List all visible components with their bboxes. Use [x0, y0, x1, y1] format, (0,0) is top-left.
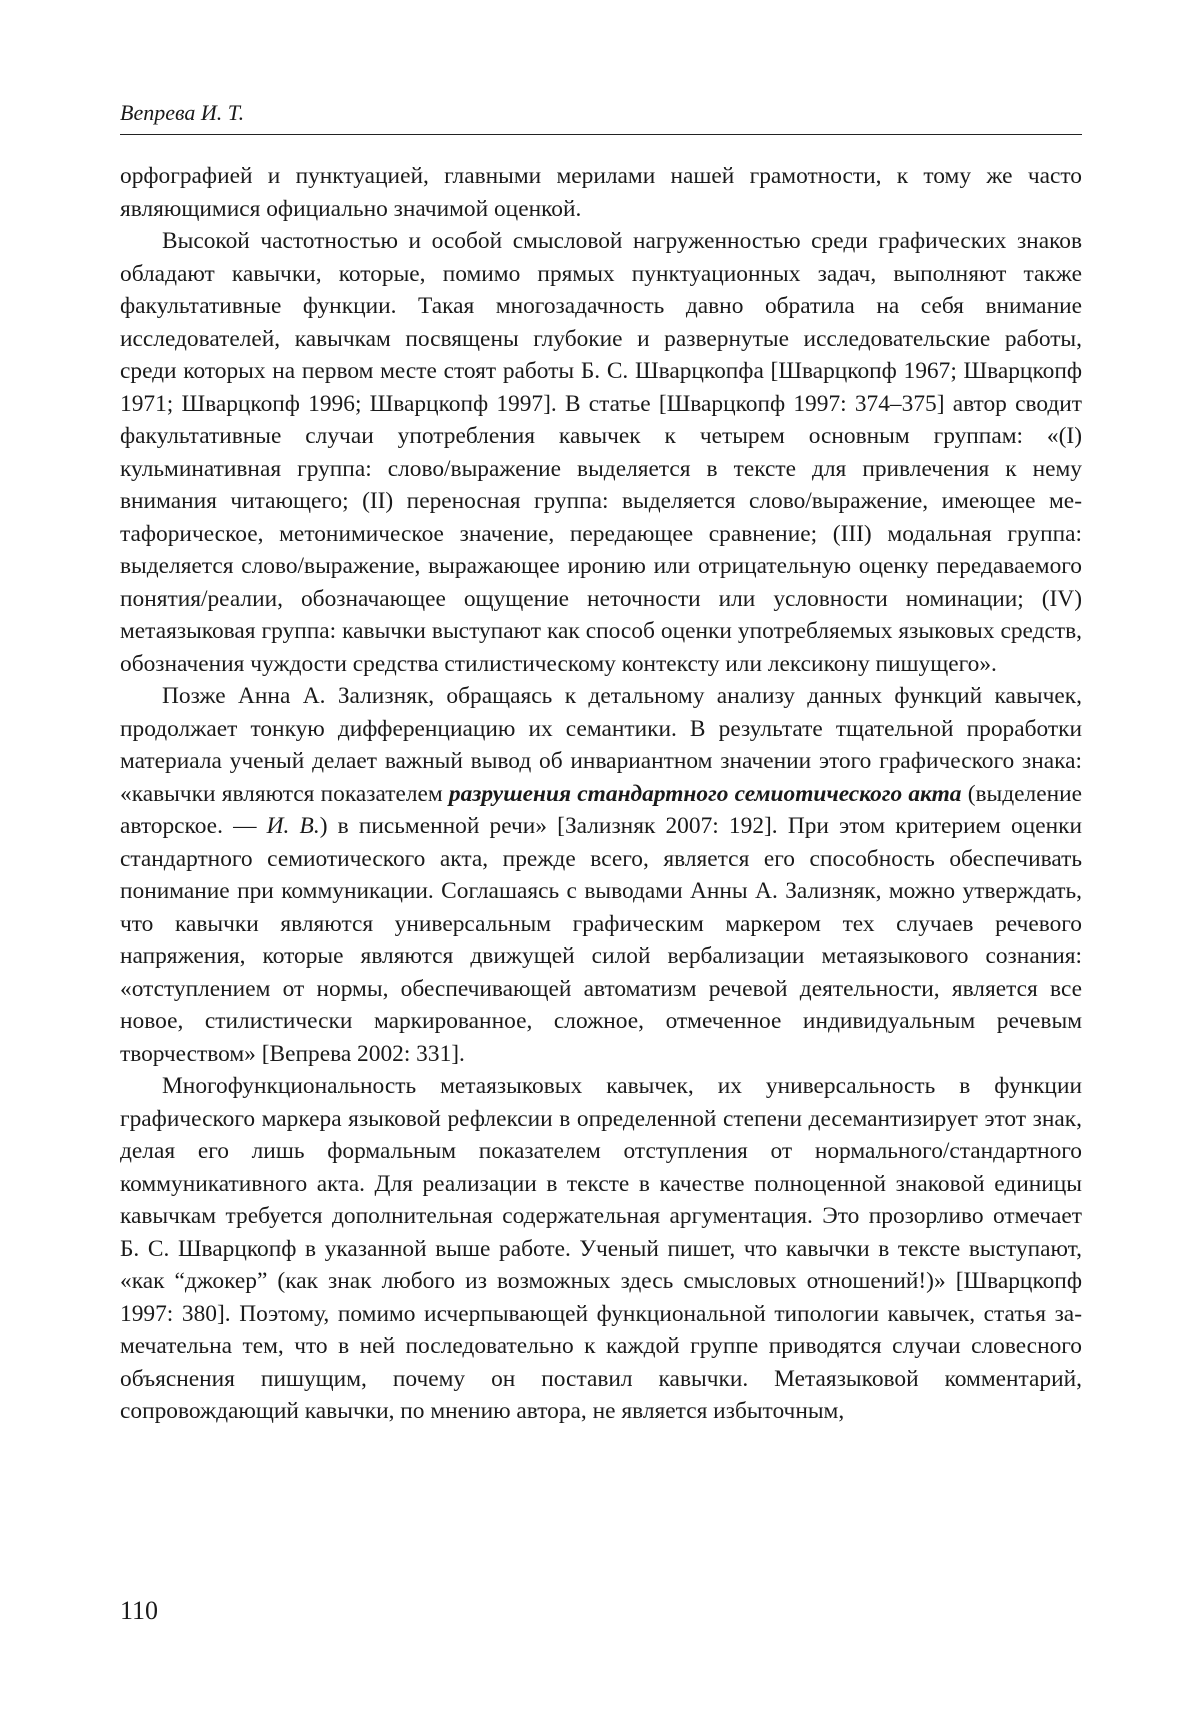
page-number: 110: [120, 1596, 159, 1625]
paragraph-3-text-b: (выделение авторское. —: [120, 780, 1082, 839]
paragraph-3: [120, 680, 1082, 1070]
paragraph-1: орфографией и пунктуацией, главными мерилами нашей грамотности, к тому же часто являющимися официально значимой оценкой.: [120, 163, 1082, 222]
running-head: Вепрева И. Т.: [120, 100, 245, 125]
paragraph-3-text-a: Позже Анна А. Зализняк, обращаясь к детальному анализу данных функций кавычек, продолжает тонкую дифференциацию их семантики. В результате тщательной проработки материала ученый делает важный вывод об инвариантном значении этого графического знака: «кавычки являются показателем: [120, 683, 1082, 807]
header-rule: [120, 134, 1082, 135]
emphasized-quote: разрушения стандартного семиотического акта: [448, 780, 962, 807]
paragraph-2: Высокой частотностью и особой смысловой нагруженностью среди графических знаков обладают кавычки, которые, помимо прямых пунктуационных задач, выполняют также факультативные функции. Такая многозадачность давно обратила на себя внимание исследователей, кавычкам посвящены глубокие и развернутые исследовательские работы, среди которых на первом месте стоят работы Б. С. Шварцкопфа [Шварцкопф 1967; Шварцкопф 1971; Шварцкопф 1996; Шварцкопф 1997]. В статье [Шварцкопф 1997: 374–375] автор сводит факультативные случаи употребления кавычек к четырем основным группам: «(I) кульминативная группа: слово/выражение выделяется в тексте для привлечения к нему внимания читающего; (II) переносная группа: выделяется слово/выражение, имеющее метафорическое, метонимическое значение, передающее сравнение; (III) модальная группа: выделяется слово/выражение, выражающее иронию или отрицательную оценку передаваемого понятия/реалии, обозначающее ощущение неточности или условности номинации; (IV) метаязыковая группа: кавычки выступают как способ оценки употребляемых языковых средств, обозначения чуждости средства стилистическому контексту или лексикону пишущего».: [120, 228, 1082, 677]
body-text: [120, 160, 1082, 1428]
author-initials: И. В.: [266, 813, 320, 839]
paragraph-3-text-c: ) в письменной речи» [Зализняк 2007: 192]. При этом критерием оценки стандартного семиотического акта, прежде всего, является его способность обеспечивать понимание при коммуникации. Соглашаясь с выводами Анны А. Зализняк, можно утверждать, что кавычки являются универсальным графическим маркером тех случаев речевого напряжения, которые являются движущей силой вербализации метаязыкового сознания: «отступлением от нормы, обеспечивающей автоматизм речевой деятельности, является все новое, стилистически маркированное, сложное, отмеченное индивидуальным речевым творчеством» [Вепрева 2002: 331].: [120, 813, 1082, 1067]
paragraph-4: Многофункциональность метаязыковых кавычек, их универсальность в функции графического маркера языковой рефлексии в определенной степени десемантизирует этот знак, делая его лишь формальным показателем отступления от нормального/стандартного коммуникативного акта. Для реализации в тексте в качестве полноценной знаковой единицы кавычкам требуется дополнительная содержательная аргументация. Это прозорливо отмечает Б. С. Шварцкопф в указанной выше работе. Ученый пишет, что кавычки в тексте выступают, «как “джокер” (как знак любого из возможных здесь смысловых отношений!)» [Шварцкопф 1997: 380]. Поэтому, помимо исчерпывающей функциональной типологии кавычек, статья замечательна тем, что в ней последовательно к каждой группе приводятся случаи словесного объяснения пишущим, почему он поставил кавычки. Метаязыковой комментарий, сопровождающий кавычки, по мнению автора, не является избыточным,: [120, 1073, 1082, 1424]
